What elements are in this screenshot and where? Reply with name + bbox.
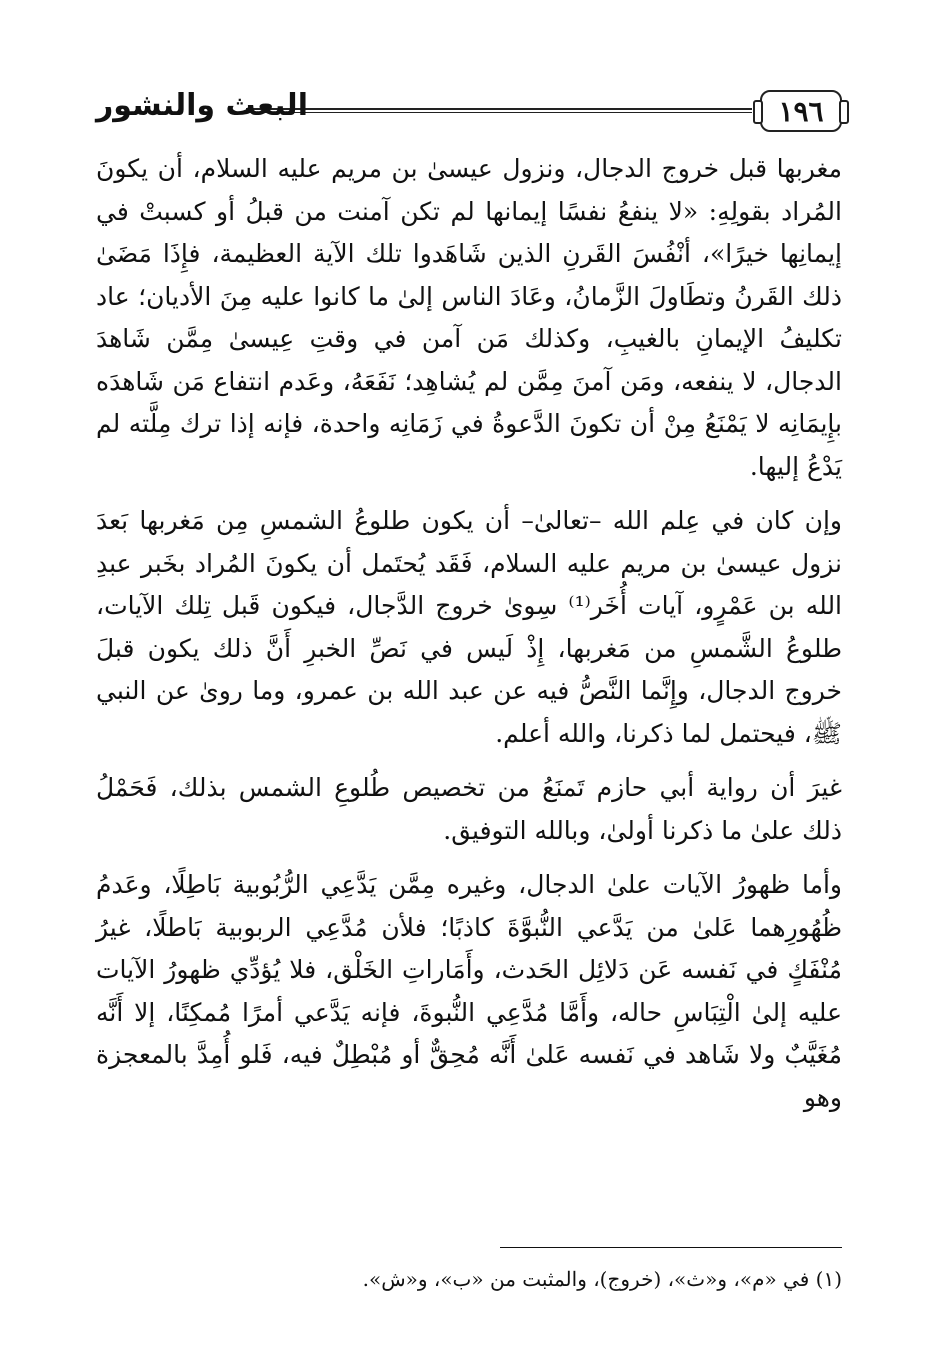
header-rule xyxy=(246,108,752,113)
paragraph-3: غيرَ أن رواية أبي حازم تَمنَعُ من تخصيص طُلوعِ الشمس بذلك، فَحَمْلُ ذلك علىٰ ما ذكرنا أولىٰ، وبالله التوفيق. xyxy=(96,773,842,845)
paragraph-1: مغربها قبل خروج الدجال، ونزول عيسىٰ بن مريم عليه السلام، أن يكونَ المُراد بقولِهِ: «لا ينفعُ نفسًا إيمانها لم تكن آمنت من قبلُ أو كسبتْ في إيمانِها خيرًا»، أنْفُسَ القَرنِ الذين شَاهَدوا تلك الآية العظيمة، فإِذَا مَضَىٰ ذلك القَرنُ وتطَاولَ الزَّمانُ، وعَادَ الناس إلىٰ ما كانوا عليه مِنَ الأديان؛ عاد تكليفُ الإيمانِ بالغيبِ، وكذلك مَن آمن في وقتِ عِيسىٰ مِمَّن شَاهدَ الدجال، لا ينفعه، ومَن آمنَ مِمَّن لم يُشاهِد؛ نَفَعَهُ، وعَدم انتفاع مَن شَاهدَه بإِيمَانِه لا يَمْنَعُ مِنْ أن تكونَ الدَّعوةُ في زَمَانِه واحدة، فإنه إذا ترك مِلَّته لم يَدْعُ إليها. xyxy=(96,154,842,481)
page-header xyxy=(96,86,842,136)
main-text xyxy=(96,148,842,1119)
paragraph-4: وأما ظهورُ الآيات علىٰ الدجال، وغيره مِمَّن يَدَّعِي الرُّبُوبية بَاطِلًا، وعَدمُ ظُهُورِهما عَلىٰ من يَدَّعي النُّبوَّةَ كاذبًا؛ فلأن مُدَّعِي الربوبية بَاطلًا، غيرُ مُنْفَكٍ في نَفسه عَن دَلائِل الحَدث، وأَمَاراتِ الخَلْق، فلا يُؤدِّي ظهورُ الآيات عليه إلىٰ الْتِبَاسِ حاله، وأَمَّا مُدَّعِي النُّبوةَ، فإنه يَدَّعي أمرًا مُمكِنًا، إلا أَنَّه مُغَيَّبٌ ولا شَاهد في نَفسه عَلىٰ أَنَّه مُحِقٌّ أو مُبْطِلٌ فيه، فَلو أُمِدَّ بالمعجزة وهو xyxy=(96,870,842,1112)
footnote: (١) في «م»، و«ث»، (خروج)، والمثبت من «ب»، و«ش». xyxy=(362,1267,842,1291)
book-title: البعث والنشور xyxy=(96,88,308,123)
page-number: ١٩٦ xyxy=(760,90,842,132)
paragraph-2: وإن كان في عِلم الله –تعالىٰ– أن يكون طلوعُ الشمسِ مِن مَغربها بَعدَ نزول عيسىٰ بن مريم عليه السلام، فَقَد يُحتَمل أن يكونَ المُراد بخَبر عبدِ الله بن عَمْرٍو، آيات أُخَر⁽¹⁾ سِوىٰ خروج الدَّجال، فيكون قَبل تِلك الآيات، طلوعُ الشَّمسِ من مَغربها، إِذْ لَيس في نَصِّ الخبرِ أَنَّ ذلك يكون قبلَ خروج الدجال، وإِنَّما النَّصُّ فيه عن عبد الله بن عمرو، وما روىٰ عن النبي ﷺ، فيحتمل لما ذكرنا، والله أعلم. xyxy=(96,506,843,748)
footnote-divider xyxy=(500,1247,842,1248)
